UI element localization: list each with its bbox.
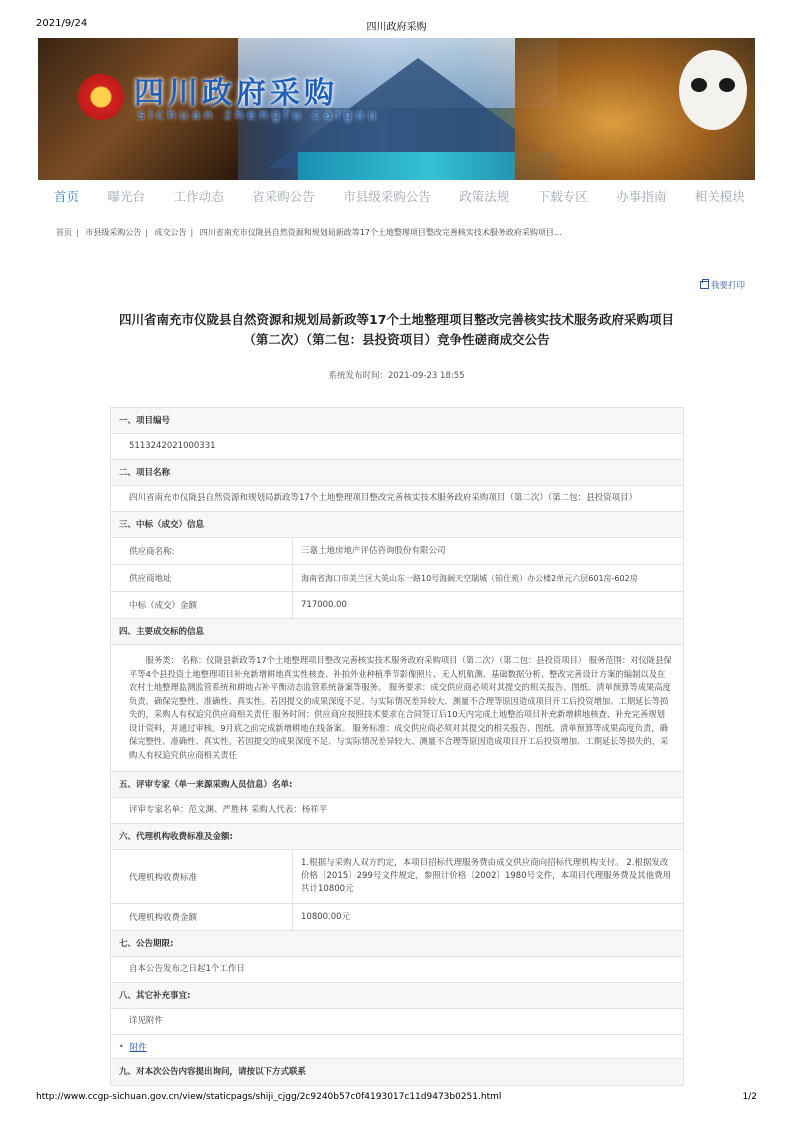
nav-exposure[interactable]: 曝光台: [107, 189, 146, 204]
page-number: 1/2: [742, 1092, 757, 1102]
other-matters: 详见附件: [111, 1009, 683, 1035]
breadcrumb-separator: |: [190, 228, 194, 237]
notice-period: 自本公告发布之日起1个工作日: [111, 957, 683, 983]
supplier-name-value: 三嘉土地房地产评估咨询股份有限公司: [301, 545, 446, 556]
print-footer: [36, 1092, 757, 1102]
breadcrumb-separator: |: [76, 228, 79, 237]
nav-home[interactable]: 首页: [54, 189, 80, 204]
nav-province-notices[interactable]: 省采购公告: [252, 189, 315, 204]
site-logo-pinyin: sichuan zhengfu caigou: [138, 108, 381, 123]
agency-fee-standard-label: 代理机构收费标准: [111, 850, 293, 903]
breadcrumb-deal-notices[interactable]: 成交公告: [154, 228, 187, 237]
national-emblem-icon: [78, 74, 124, 120]
section-heading-project-number: 一、项目编号: [111, 408, 683, 434]
section-heading-winner-info: 三、中标（成交）信息: [111, 512, 683, 538]
breadcrumb-separator: |: [145, 228, 148, 237]
publish-time: 系统发布时间：2021-09-23 18:55: [328, 371, 465, 381]
section-heading-contact: 九、对本次公告内容提出询问，请按以下方式联系: [111, 1059, 683, 1085]
section-heading-project-name: 二、项目名称: [111, 460, 683, 486]
site-banner: [38, 38, 755, 180]
section-heading-agency-fee: 六、代理机构收费标准及金额:: [111, 824, 683, 850]
breadcrumb-current: 四川省南充市仪陇县自然资源和规划局新政等17个土地整理项目整改完善核实技术服务政府采购项目...: [199, 228, 562, 237]
print-header: [36, 18, 757, 32]
breadcrumb-home[interactable]: 首页: [56, 228, 72, 237]
nav-work-news[interactable]: 工作动态: [173, 189, 224, 204]
panda-image: [679, 50, 747, 130]
print-page-title: 四川政府采购: [366, 22, 427, 33]
table-row: [111, 565, 683, 592]
attachment-link[interactable]: 附件: [129, 1042, 147, 1053]
site-logo-text: 四川政府采购: [134, 76, 338, 111]
agency-fee-standard-value: 1.根据与采购人双方约定，本项目招标代理服务费由成交供应商向招标代理机构支付。 2.根据发改价格〔2015〕299号文件规定，参照计价格〔2002〕1980号文件，本项目代理服务费及其他费用共计10800元: [301, 858, 672, 894]
bullet-icon: •: [119, 1042, 124, 1051]
print-button-label: 我要打印: [711, 281, 746, 291]
print-date: 2021/9/24: [36, 18, 88, 29]
supplier-address-label: 供应商地址: [111, 565, 293, 591]
printer-icon: [700, 281, 709, 289]
breadcrumb-city-notices[interactable]: 市县级采购公告: [85, 228, 142, 237]
nav-related-modules[interactable]: 相关模块: [694, 189, 745, 204]
main-nav: [38, 186, 755, 210]
notice-content: [110, 407, 684, 1086]
section-heading-other-matters: 八、其它补充事宜:: [111, 983, 683, 1009]
section-heading-experts: 五、评审专家（单一来源采购人员信息）名单:: [111, 772, 683, 798]
deal-amount-value: 717000.00: [301, 599, 347, 610]
breadcrumb: [56, 227, 756, 238]
nav-downloads[interactable]: 下载专区: [537, 189, 588, 204]
table-row: [111, 904, 683, 931]
nav-policies[interactable]: 政策法规: [459, 189, 510, 204]
page-title-line-1: 四川省南充市仪陇县自然资源和规划局新政等17个土地整理项目整改完善核实技术服务政府采购项目: [119, 312, 674, 327]
deal-amount-label: 中标（成交）金额: [111, 592, 293, 618]
nav-guide[interactable]: 办事指南: [616, 189, 667, 204]
print-button[interactable]: [700, 279, 745, 291]
agency-fee-amount-value: 10800.00元: [301, 911, 351, 922]
page-title: [90, 310, 703, 350]
agency-fee-amount-label: 代理机构收费金额: [111, 904, 293, 930]
main-items-description: 服务类： 名称：仪陇县新政等17个土地整理项目整改完善核实技术服务政府采购项目（第二次）（第二包：县投资项目） 服务范围：对仪陇县保平等4个县投资土地整理项目补充新增耕地真实性核查、补拍外业种植季节影像照片、无人机航测、基础数据分析、整改完善设计方案的编制以及在农村土地整理监测监管系统和耕地占补平衡动态监管系统备案等服务。 服务要求：成交供应商必须对其提交的相关报告、图纸、清单预算等成果高度负责，确保完整性、准确性、真实性。若因提交的成果深度不足、与实际情况差异较大、测量不合理等原因造成项目开工后投资增加、工期延长等损失的，采购人有权追究供应商相关责任 服务时间：供应商应按照技术要求在合同签订后10天内完成土地整治项目补充新增耕地核查、补充完善规划设计资料，并通过审核。9月底之前完成新增耕地在线备案。 服务标准：成交供应商必须对其提交的相关报告、图纸、清单预算等成果高度负责，确保完整性、准确性、真实性。若因提交的成果深度不足、与实际情况差异较大、测量不合理等原因造成项目开工后投资增加、工期延长等损失的，采购人有权追究供应商相关责任: [111, 645, 683, 772]
project-name: 四川省南充市仪陇县自然资源和规划局新政等17个土地整理项目整改完善核实技术服务政府采购项目（第二次）（第二包：县投资项目）: [111, 486, 683, 512]
supplier-name-label: 供应商名称:: [111, 538, 293, 564]
table-row: [111, 850, 683, 904]
section-heading-notice-period: 七、公告期限:: [111, 931, 683, 957]
table-row: [111, 592, 683, 619]
expert-list: 评审专家名单：范文渊、严胜林 采购人代表：杨祥平: [111, 798, 683, 824]
supplier-address-value: 海南省海口市美兰区大英山东一路10号海阔天空瑞城（铂仕苑）办公楼2单元六层601房-602房: [301, 573, 638, 583]
table-row: [111, 538, 683, 565]
page-title-line-2: （第二次）（第二包：县投资项目）竞争性磋商成交公告: [243, 332, 550, 347]
nav-city-county-notices[interactable]: 市县级采购公告: [343, 189, 431, 204]
page-url: http://www.ccgp-sichuan.gov.cn/view/staticpags/shiji_cjgg/2c9240b57c0f4193017c11d9473b0251.html: [36, 1092, 502, 1102]
section-heading-main-items: 四、主要成交标的信息: [111, 619, 683, 645]
attachment-row: [111, 1035, 683, 1059]
project-number: 5113242021000331: [111, 434, 683, 460]
